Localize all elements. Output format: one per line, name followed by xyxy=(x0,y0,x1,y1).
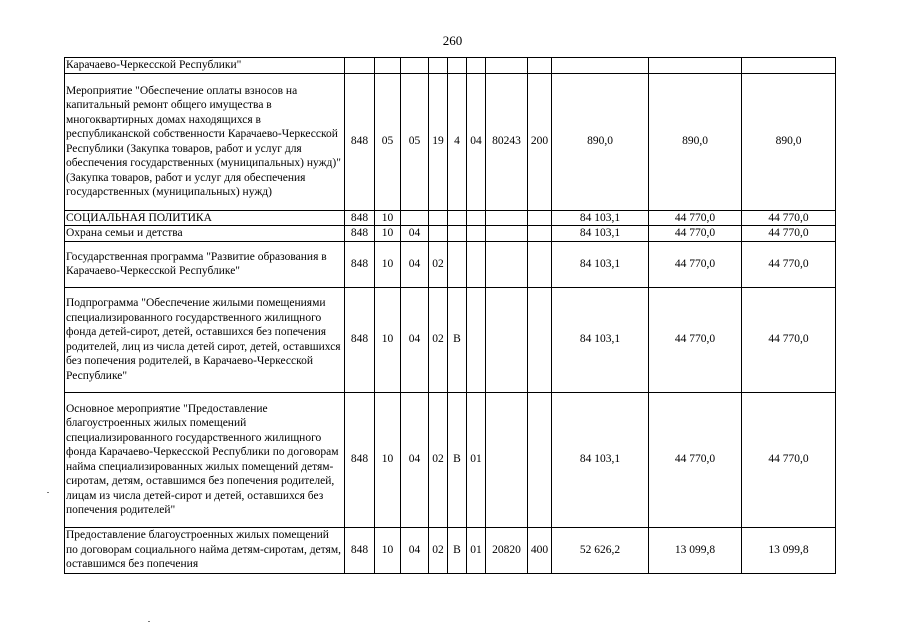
row-amount-2: 44 770,0 xyxy=(649,392,742,527)
row-code-expense-type xyxy=(528,226,552,242)
row-code-program xyxy=(429,226,448,242)
row-name: Предоставление благоустроенных жилых помещений по договорам социального найма детям-сиротам, детям, оставшимся без попечения xyxy=(65,527,345,573)
row-code-subprogram xyxy=(448,210,467,226)
row-amount-1: 84 103,1 xyxy=(552,210,649,226)
row-code-ministry: 848 xyxy=(345,527,375,573)
row-amount-1: 52 626,2 xyxy=(552,527,649,573)
row-code-section: 10 xyxy=(375,392,401,527)
row-code-subsection xyxy=(401,58,429,74)
row-code-subsection: 04 xyxy=(401,527,429,573)
row-name: Охрана семьи и детства xyxy=(65,226,345,242)
row-code-event: 01 xyxy=(467,392,486,527)
row-code-direction: 20820 xyxy=(486,527,528,573)
row-code-program xyxy=(429,58,448,74)
row-amount-1: 84 103,1 xyxy=(552,287,649,392)
row-code-direction xyxy=(486,58,528,74)
table-row xyxy=(65,527,836,573)
row-code-expense-type: 200 xyxy=(528,73,552,210)
row-code-subsection xyxy=(401,210,429,226)
row-code-ministry: 848 xyxy=(345,226,375,242)
row-amount-3: 44 770,0 xyxy=(742,241,836,287)
scan-speck xyxy=(47,492,49,493)
row-code-subprogram xyxy=(448,226,467,242)
row-code-event xyxy=(467,226,486,242)
row-name: Карачаево-Черкесской Республики" xyxy=(65,58,345,74)
row-code-program: 02 xyxy=(429,287,448,392)
table-row xyxy=(65,392,836,527)
row-code-subsection: 05 xyxy=(401,73,429,210)
row-code-event: 01 xyxy=(467,527,486,573)
row-code-ministry: 848 xyxy=(345,210,375,226)
row-name: Подпрограмма "Обеспечение жилыми помещениями специализированного государственного жилищного фонда детей-сирот, детей, оставшихся без попечения родителей, лиц из числа детей сирот, детей, оставшихся без попечения родителей, в Карачаево-Черкесской Республике" xyxy=(65,287,345,392)
row-code-section: 10 xyxy=(375,241,401,287)
row-code-ministry: 848 xyxy=(345,73,375,210)
row-name: СОЦИАЛЬНАЯ ПОЛИТИКА xyxy=(65,210,345,226)
row-code-event: 04 xyxy=(467,73,486,210)
row-amount-3: 44 770,0 xyxy=(742,287,836,392)
row-code-section: 05 xyxy=(375,73,401,210)
row-amount-2: 44 770,0 xyxy=(649,287,742,392)
row-amount-3: 44 770,0 xyxy=(742,226,836,242)
row-amount-3: 890,0 xyxy=(742,73,836,210)
row-code-subprogram: В xyxy=(448,527,467,573)
row-amount-3: 44 770,0 xyxy=(742,392,836,527)
row-amount-2 xyxy=(649,58,742,74)
row-amount-1: 84 103,1 xyxy=(552,392,649,527)
row-code-expense-type xyxy=(528,241,552,287)
row-amount-2: 13 099,8 xyxy=(649,527,742,573)
row-code-expense-type: 400 xyxy=(528,527,552,573)
row-code-subprogram: В xyxy=(448,392,467,527)
row-amount-3: 44 770,0 xyxy=(742,210,836,226)
row-amount-2: 44 770,0 xyxy=(649,210,742,226)
row-amount-1 xyxy=(552,58,649,74)
row-code-section: 10 xyxy=(375,287,401,392)
row-code-direction xyxy=(486,287,528,392)
row-name: Государственная программа "Развитие образования в Карачаево-Черкесской Республике" xyxy=(65,241,345,287)
row-code-direction xyxy=(486,392,528,527)
row-name: Основное мероприятие "Предоставление благоустроенных жилых помещений специализированного государственного жилищного фонда Карачаево-Черкесской Республики по договорам найма специализированных жилых помещений детям-сиротам, детям, оставшимся без попечения родителей, лицам из числа детей-сирот и детей, оставшихся без попечения родителей" xyxy=(65,392,345,527)
row-code-subprogram xyxy=(448,241,467,287)
row-amount-1: 84 103,1 xyxy=(552,226,649,242)
row-amount-2: 44 770,0 xyxy=(649,241,742,287)
row-code-program: 02 xyxy=(429,241,448,287)
row-amount-1: 84 103,1 xyxy=(552,241,649,287)
row-amount-3: 13 099,8 xyxy=(742,527,836,573)
row-code-ministry: 848 xyxy=(345,241,375,287)
row-code-expense-type xyxy=(528,58,552,74)
row-code-event xyxy=(467,241,486,287)
row-code-ministry xyxy=(345,58,375,74)
row-code-section xyxy=(375,58,401,74)
row-amount-2: 890,0 xyxy=(649,73,742,210)
row-code-ministry: 848 xyxy=(345,287,375,392)
row-code-program: 02 xyxy=(429,527,448,573)
row-amount-3 xyxy=(742,58,836,74)
table-row xyxy=(65,210,836,226)
table-row xyxy=(65,287,836,392)
row-code-ministry: 848 xyxy=(345,392,375,527)
row-name: Мероприятие "Обеспечение оплаты взносов на капитальный ремонт общего имущества в многоквартирных домах находящихся в республиканской собственности Карачаево-Черкесской Республики (Закупка товаров, работ и услуг для обеспечения государственных (муниципальных) нужд)" (Закупка товаров, работ и услуг для обеспечения государственных (муниципальных) нужд) xyxy=(65,73,345,210)
scan-speck xyxy=(148,621,150,622)
table-row xyxy=(65,241,836,287)
row-code-expense-type xyxy=(528,287,552,392)
table-row xyxy=(65,73,836,210)
row-amount-1: 890,0 xyxy=(552,73,649,210)
row-code-subprogram: 4 xyxy=(448,73,467,210)
row-code-expense-type xyxy=(528,392,552,527)
row-code-direction: 80243 xyxy=(486,73,528,210)
row-code-program xyxy=(429,210,448,226)
row-code-program: 02 xyxy=(429,392,448,527)
row-code-event xyxy=(467,58,486,74)
row-code-section: 10 xyxy=(375,226,401,242)
row-code-direction xyxy=(486,210,528,226)
page-number: 260 xyxy=(442,33,463,48)
row-code-section: 10 xyxy=(375,527,401,573)
row-code-subsection: 04 xyxy=(401,226,429,242)
row-code-direction xyxy=(486,226,528,242)
row-code-subprogram: В xyxy=(448,287,467,392)
row-code-program: 19 xyxy=(429,73,448,210)
row-code-event xyxy=(467,287,486,392)
row-amount-2: 44 770,0 xyxy=(649,226,742,242)
table-row xyxy=(65,226,836,242)
table-row xyxy=(65,58,836,74)
row-code-subsection: 04 xyxy=(401,392,429,527)
budget-table xyxy=(64,57,836,574)
row-code-section: 10 xyxy=(375,210,401,226)
row-code-subprogram xyxy=(448,58,467,74)
row-code-subsection: 04 xyxy=(401,287,429,392)
row-code-event xyxy=(467,210,486,226)
row-code-direction xyxy=(486,241,528,287)
row-code-expense-type xyxy=(528,210,552,226)
row-code-subsection: 04 xyxy=(401,241,429,287)
